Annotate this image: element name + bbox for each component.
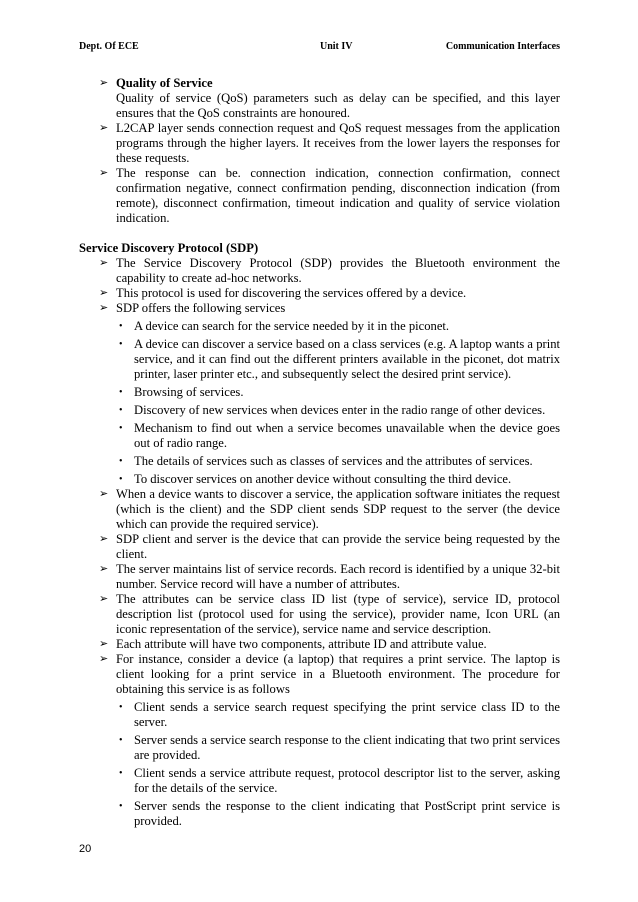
sub-list-item: [79, 337, 560, 382]
list-item: [79, 487, 560, 532]
sub-list-item-text: Mechanism to find out when a service becomes unavailable when the device goes out of radio range.: [134, 421, 560, 450]
list-item: [79, 286, 560, 301]
arrow-bullet-icon: ➢: [99, 488, 109, 500]
list-item: [79, 166, 560, 226]
bullet-icon: •: [119, 405, 123, 416]
bullet-icon: •: [119, 387, 123, 398]
list-item: [79, 121, 560, 166]
list-item: [79, 652, 560, 697]
bullet-icon: •: [119, 423, 123, 434]
arrow-bullet-icon: ➢: [99, 257, 109, 269]
list-item: [79, 592, 560, 637]
sub-list-item-text: Client sends a service attribute request, protocol descriptor list to the server, asking for the details of the service.: [134, 766, 560, 795]
arrow-bullet-icon: ➢: [99, 638, 109, 650]
arrow-bullet-icon: ➢: [99, 77, 109, 89]
bullet-icon: •: [119, 702, 123, 713]
list-item-text: When a device wants to discover a service, the application software initiates the request (which is the client) and the SDP client sends SDP request to the server (the device which can provide the required service).: [116, 487, 560, 531]
bullet-icon: •: [119, 339, 123, 350]
list-item: [79, 301, 560, 316]
sub-list-item-text: Server sends the response to the client indicating that PostScript print service is provided.: [134, 799, 560, 828]
arrow-bullet-icon: ➢: [99, 563, 109, 575]
sub-list-item-text: Server sends a service search response to the client indicating that two print services are provided.: [134, 733, 560, 762]
list-item-text: The server maintains list of service records. Each record is identified by a unique 32-bit number. Service record will have a number of attributes.: [116, 562, 560, 591]
sub-list-item-text: To discover services on another device without consulting the third device.: [134, 472, 512, 486]
sub-list-item: [79, 454, 560, 469]
header-unit: Unit IV: [320, 41, 353, 52]
list-item: [79, 637, 560, 652]
qos-heading-item: [79, 76, 560, 91]
sub-list-item: [79, 421, 560, 451]
bullet-icon: •: [119, 474, 123, 485]
bullet-icon: •: [119, 735, 123, 746]
header-dept: Dept. Of ECE: [79, 41, 139, 52]
page-header: [79, 41, 560, 55]
sub-list-item: [79, 472, 560, 487]
sub-list-item-text: Discovery of new services when devices enter in the radio range of other devices.: [134, 403, 546, 417]
sub-list-item-text: A device can search for the service needed by it in the piconet.: [134, 319, 450, 333]
arrow-bullet-icon: ➢: [99, 167, 109, 179]
bullet-icon: •: [119, 801, 123, 812]
arrow-bullet-icon: ➢: [99, 593, 109, 605]
qos-description: Quality of service (QoS) parameters such as delay can be specified, and this layer ensures that the QoS constraints are honoured.: [116, 91, 560, 120]
sub-list-item: [79, 766, 560, 796]
list-item-text: This protocol is used for discovering the services offered by a device.: [116, 286, 467, 300]
sub-list-item: [79, 319, 560, 334]
bullet-icon: •: [119, 321, 123, 332]
page-number: 20: [79, 843, 92, 855]
sub-list-item: [79, 403, 560, 418]
list-item: [79, 256, 560, 286]
sub-list-item: [79, 700, 560, 730]
qos-title: Quality of Service: [116, 76, 213, 90]
page-content: [79, 76, 560, 829]
sub-list-item: [79, 733, 560, 763]
list-item: [79, 532, 560, 562]
sub-list-item: [79, 385, 560, 400]
bullet-icon: •: [119, 456, 123, 467]
list-item-text: L2CAP layer sends connection request and QoS request messages from the application programs through the higher layers. It receives from the lower layers the responses for these requests.: [116, 121, 560, 165]
arrow-bullet-icon: ➢: [99, 653, 109, 665]
arrow-bullet-icon: ➢: [99, 533, 109, 545]
list-item-text: The response can be. connection indication, connection confirmation, connect confirmation negative, connect confirmation pending, disconnection indication (from remote), disconnect confirmation, timeout indication and quality of service violation indication.: [116, 166, 560, 225]
list-item-text: SDP offers the following services: [116, 301, 286, 315]
list-item-text: The attributes can be service class ID list (type of service), service ID, protocol description list (protocol used for using the service), provider name, Icon URL (an iconic representation of the service), service name and service description.: [116, 592, 560, 636]
list-item-text: SDP client and server is the device that can provide the service being requested by the client.: [116, 532, 560, 561]
list-item-text: Each attribute will have two components, attribute ID and attribute value.: [116, 637, 487, 651]
header-subject: Communication Interfaces: [445, 41, 560, 52]
list-item: [79, 562, 560, 592]
sdp-section-title: Service Discovery Protocol (SDP): [79, 241, 259, 255]
list-item-text: The Service Discovery Protocol (SDP) provides the Bluetooth environment the capability to create ad-hoc networks.: [116, 256, 560, 285]
sub-list-item-text: A device can discover a service based on a class services (e.g. A laptop wants a print service, and it can find out the different printers available in the piconet, dot matrix printer, laser printer etc., and subsequently select the desired print service).: [134, 337, 560, 381]
list-item-text: For instance, consider a device (a laptop) that requires a print service. The laptop is client looking for a print service in a Bluetooth environment. The procedure for obtaining this service is as follows: [116, 652, 560, 696]
bullet-icon: •: [119, 768, 123, 779]
arrow-bullet-icon: ➢: [99, 122, 109, 134]
arrow-bullet-icon: ➢: [99, 287, 109, 299]
sub-list-item-text: Browsing of services.: [134, 385, 244, 399]
sub-list-item-text: The details of services such as classes of services and the attributes of services.: [134, 454, 533, 468]
sub-list-item-text: Client sends a service search request specifying the print service class ID to the server.: [134, 700, 560, 729]
sub-list-item: [79, 799, 560, 829]
arrow-bullet-icon: ➢: [99, 302, 109, 314]
